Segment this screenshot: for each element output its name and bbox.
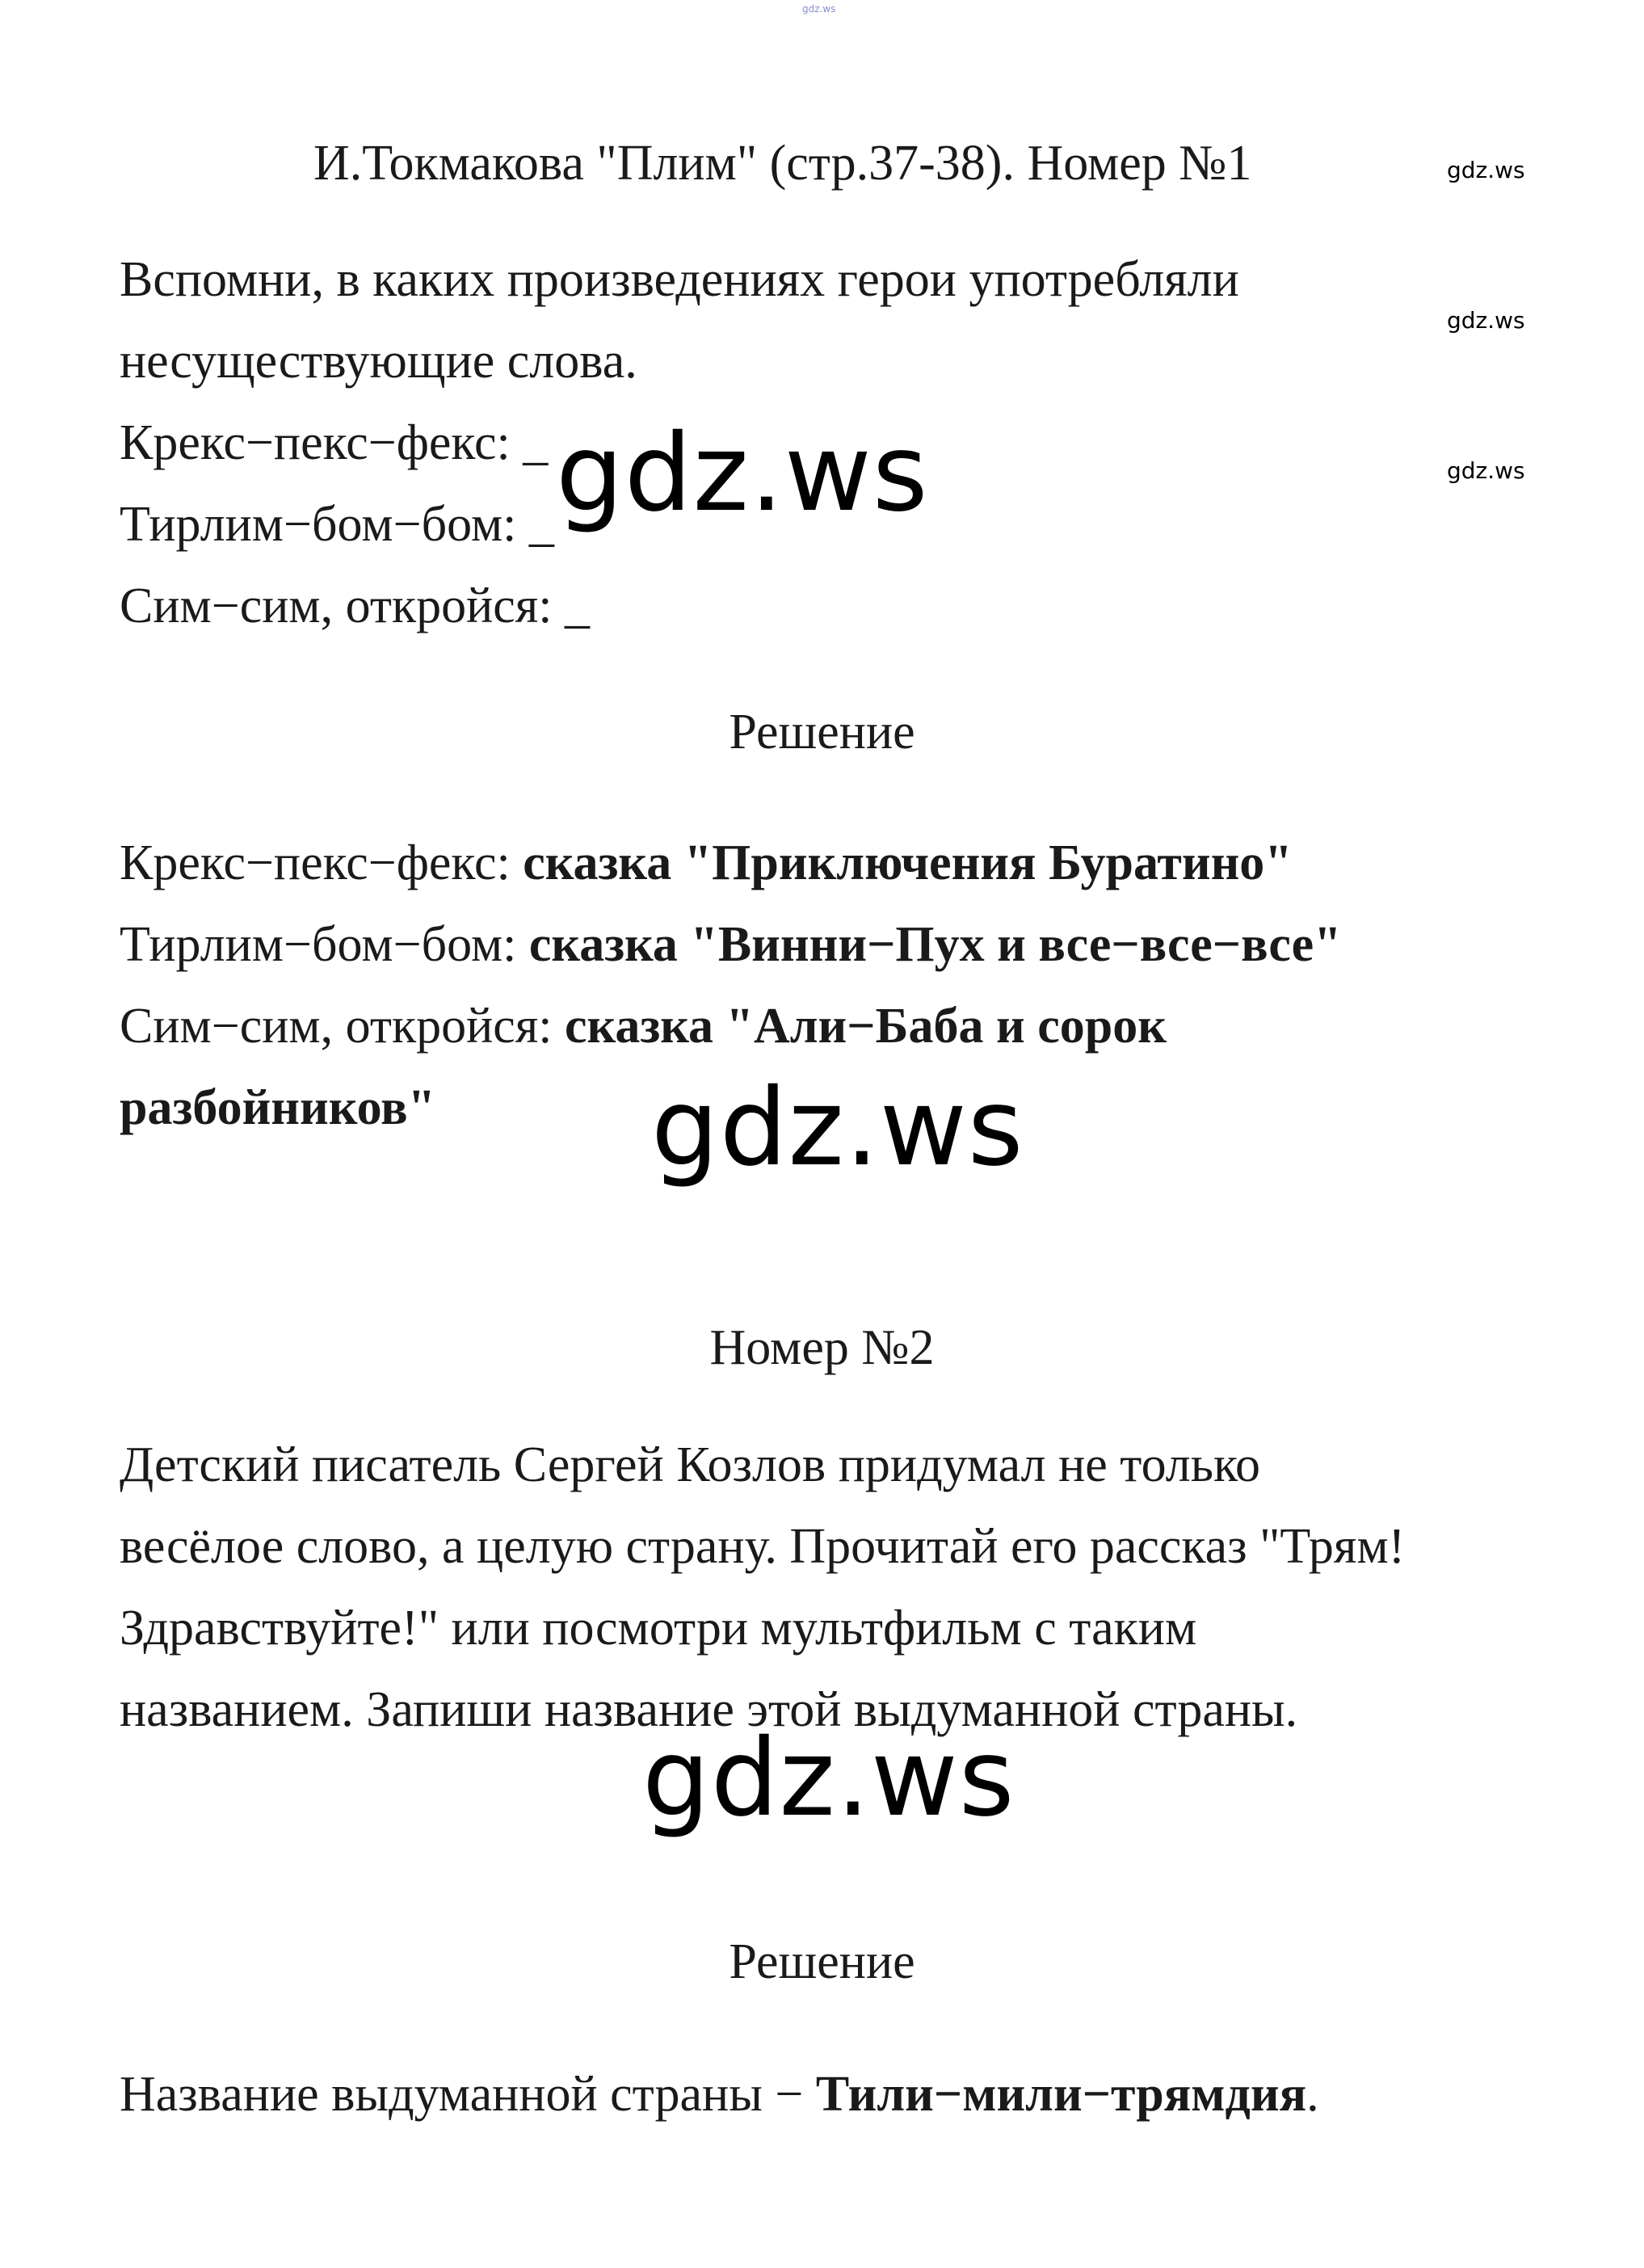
watermark-big-3: gdz.ws xyxy=(642,1716,1015,1841)
task2-question-line: Здравствуйте!" или посмотри мультфильм с таким xyxy=(120,1601,1197,1656)
task2-title: Номер №2 xyxy=(709,1320,935,1375)
answer-prefix: Название выдуманной страны − xyxy=(120,2067,816,2122)
task1-answer-continuation: разбойников" xyxy=(120,1080,436,1135)
item-blank: _ xyxy=(510,415,549,470)
task1-answer-2 xyxy=(120,904,1342,986)
item-blank: _ xyxy=(552,579,591,633)
task1-answer-3 xyxy=(120,986,1167,1067)
task1-item-3 xyxy=(120,566,590,647)
task1-question-line2: несуществующие слова. xyxy=(120,334,637,389)
watermark-top: gdz.ws xyxy=(802,3,836,15)
task1-item-2 xyxy=(120,484,554,566)
item-blank: _ xyxy=(516,497,554,552)
answer-bold: Тили−мили−трямдия xyxy=(815,2067,1307,2122)
item-phrase: Сим−сим, откройся: xyxy=(120,579,553,633)
answer-phrase: Крекс−пекс−фекс: xyxy=(120,835,523,890)
answer-text: сказка "Винни−Пух и все−все−все" xyxy=(528,917,1342,972)
answer-phrase: Тирлим−бом−бом: xyxy=(120,917,529,972)
watermark-right-3: gdz.ws xyxy=(1447,457,1525,484)
answer-text: сказка "Приключения Буратино" xyxy=(523,835,1293,890)
task2-solution-heading: Решение xyxy=(729,1934,915,1989)
task2-question-line: весёлое слово, а целую страну. Прочитай его рассказ "Трям! xyxy=(120,1519,1406,1574)
task2-answer xyxy=(120,2054,1319,2135)
watermark-big-2: gdz.ws xyxy=(651,1066,1024,1190)
watermark-big-1: gdz.ws xyxy=(556,411,929,536)
item-phrase: Тирлим−бом−бом: xyxy=(120,497,517,552)
task1-answer-1 xyxy=(120,823,1293,904)
item-phrase: Крекс−пекс−фекс: xyxy=(120,415,511,470)
answer-suffix: . xyxy=(1306,2067,1319,2122)
task1-title: И.Токмакова "Плим" (стр.37-38). Номер №1 xyxy=(313,136,1252,191)
watermark-right-2: gdz.ws xyxy=(1447,307,1525,334)
task1-solution-heading: Решение xyxy=(729,705,915,760)
answer-phrase: Сим−сим, откройся: xyxy=(120,999,566,1054)
task1-question-line1: Вспомни, в каких произведениях герои употребляли xyxy=(120,252,1239,307)
task2-question-line: названием. Запиши название этой выдуманной страны. xyxy=(120,1682,1298,1737)
watermark-right-1: gdz.ws xyxy=(1447,157,1525,183)
answer-text: сказка "Али−Баба и сорок xyxy=(565,999,1167,1054)
task2-question-line: Детский писатель Сергей Козлов придумал не только xyxy=(120,1437,1260,1492)
task1-item-1 xyxy=(120,402,548,484)
